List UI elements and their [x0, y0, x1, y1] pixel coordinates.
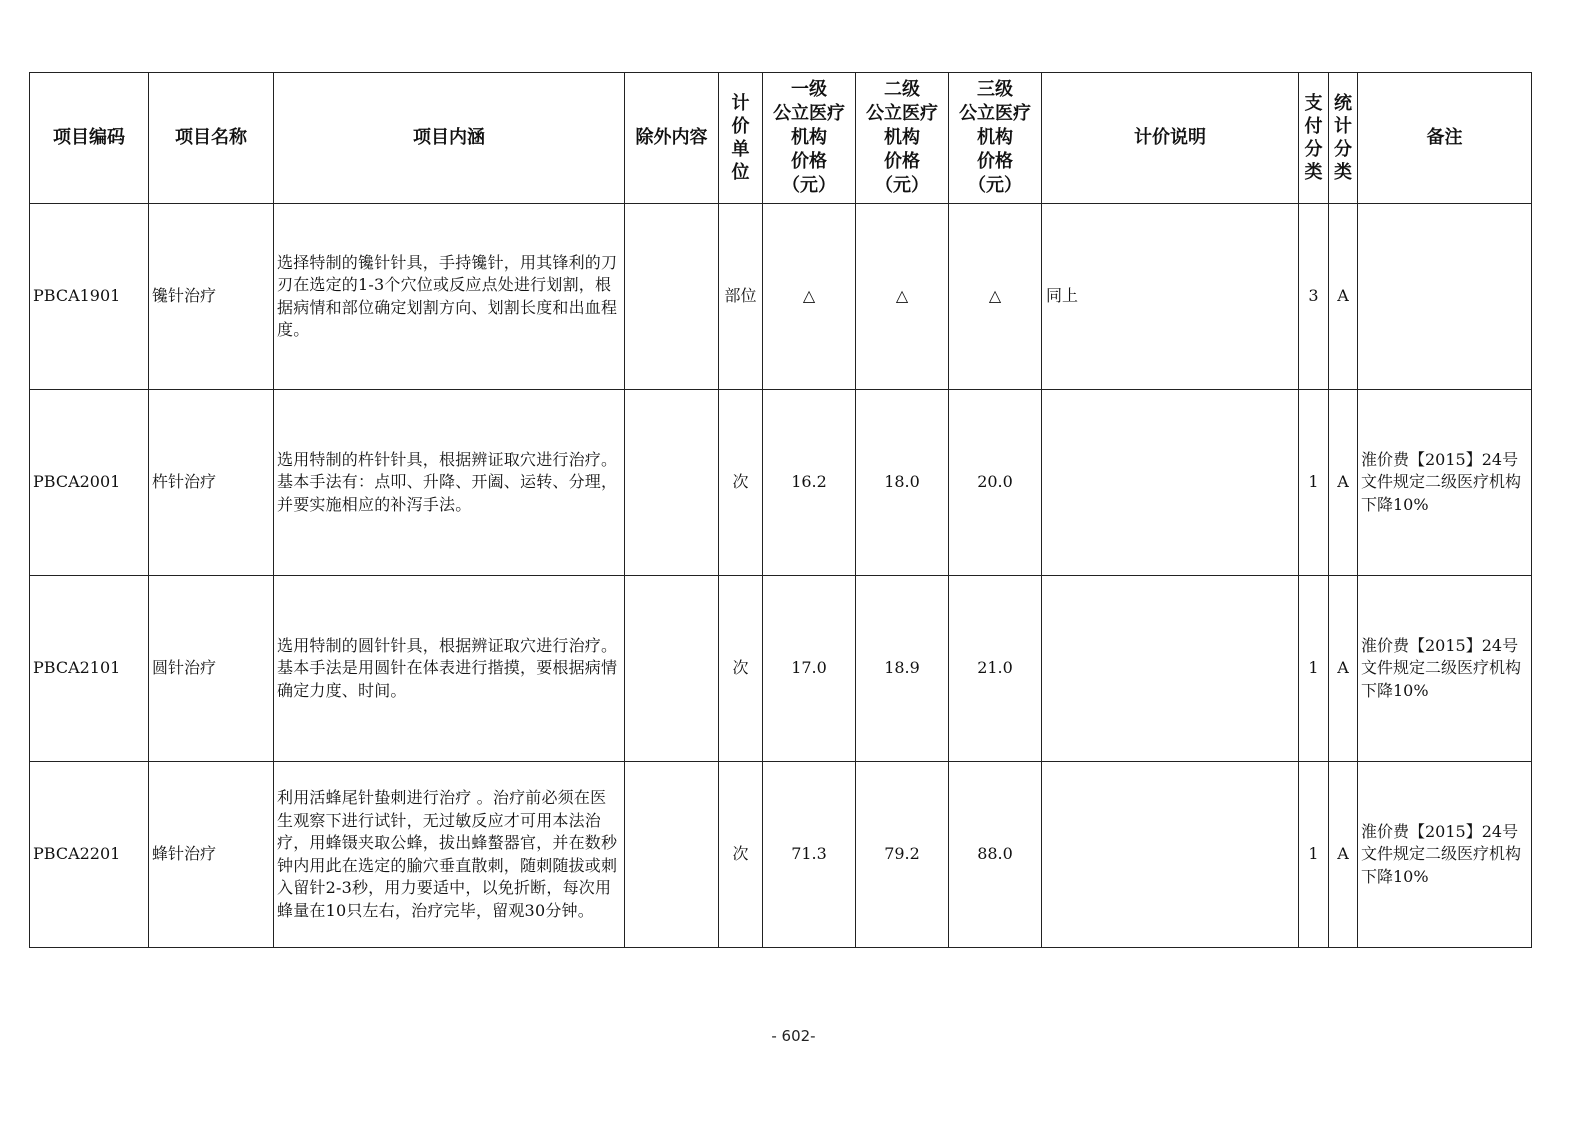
cell-code: PBCA1901	[30, 204, 149, 390]
cell-content: 选择特制的镵针针具，手持镵针，用其锋利的刀刃在选定的1-3个穴位或反应点处进行划割，根据病情和部位确定划割方向、划割长度和出血程度。	[274, 204, 625, 390]
cell-remark	[1358, 204, 1532, 390]
cell-content: 选用特制的杵针针具，根据辨证取穴进行治疗。基本手法有：点叩、升降、开阖、运转、分理，并要实施相应的补泻手法。	[274, 390, 625, 576]
header-stat-class-text: 统 计 分 类	[1334, 93, 1352, 183]
page-number: - 602-	[771, 1027, 816, 1045]
cell-price-level2: 18.0	[856, 390, 949, 576]
cell-exclusion	[625, 390, 719, 576]
header-code: 项目编码	[30, 73, 149, 204]
header-pricing-note: 计价说明	[1042, 73, 1299, 204]
cell-code: PBCA2001	[30, 390, 149, 576]
header-row	[30, 73, 1532, 204]
header-remark: 备注	[1358, 73, 1532, 204]
cell-price-level3: 21.0	[949, 576, 1042, 762]
cell-code: PBCA2101	[30, 576, 149, 762]
cell-pricing-note	[1042, 390, 1299, 576]
cell-payment-class: 1	[1299, 390, 1329, 576]
header-unit-text: 计 价 单 位	[731, 93, 750, 183]
cell-unit: 部位	[719, 204, 763, 390]
header-price-level3	[949, 73, 1042, 204]
header-payment-class	[1299, 73, 1329, 204]
cell-stat-class: A	[1329, 576, 1358, 762]
cell-price-level3: △	[949, 204, 1042, 390]
header-payment-class-text: 支 付 分 类	[1304, 93, 1323, 183]
cell-payment-class: 1	[1299, 576, 1329, 762]
cell-price-level2: △	[856, 204, 949, 390]
cell-price-level3: 20.0	[949, 390, 1042, 576]
cell-stat-class: A	[1329, 204, 1358, 390]
cell-exclusion	[625, 762, 719, 948]
cell-name: 镵针治疗	[149, 204, 274, 390]
table-row	[30, 204, 1532, 390]
cell-unit: 次	[719, 390, 763, 576]
header-price-level1-text: 一级 公立医疗 机构 价格 （元）	[773, 79, 845, 196]
header-price-level2	[856, 73, 949, 204]
cell-price-level1: △	[763, 204, 856, 390]
cell-remark: 淮价费【2015】24号文件规定二级医疗机构下降10%	[1358, 576, 1532, 762]
cell-price-level1: 71.3	[763, 762, 856, 948]
header-stat-class	[1329, 73, 1358, 204]
cell-content: 利用活蜂尾针蛰刺进行治疗 。治疗前必须在医生观察下进行试针，无过敏反应才可用本法治疗，用蜂镊夹取公蜂，拔出蜂螯器官，并在数秒钟内用此在选定的腧穴垂直散刺，随刺随拔或刺入留针2-3秒，用力要适中，以免折断，每次用蜂量在10只左右，治疗完毕，留观30分钟。	[274, 762, 625, 948]
cell-stat-class: A	[1329, 390, 1358, 576]
header-price-level3-text: 三级 公立医疗 机构 价格 （元）	[959, 79, 1031, 196]
header-name: 项目名称	[149, 73, 274, 204]
cell-price-level1: 16.2	[763, 390, 856, 576]
cell-name: 杵针治疗	[149, 390, 274, 576]
cell-price-level2: 18.9	[856, 576, 949, 762]
header-content: 项目内涵	[274, 73, 625, 204]
cell-name: 蜂针治疗	[149, 762, 274, 948]
cell-pricing-note	[1042, 576, 1299, 762]
cell-unit: 次	[719, 576, 763, 762]
cell-payment-class: 1	[1299, 762, 1329, 948]
cell-pricing-note: 同上	[1042, 204, 1299, 390]
cell-exclusion	[625, 576, 719, 762]
cell-name: 圆针治疗	[149, 576, 274, 762]
cell-content: 选用特制的圆针针具，根据辨证取穴进行治疗。基本手法是用圆针在体表进行揩摸，要根据病情确定力度、时间。	[274, 576, 625, 762]
cell-payment-class: 3	[1299, 204, 1329, 390]
table-row	[30, 390, 1532, 576]
cell-price-level2: 79.2	[856, 762, 949, 948]
header-exclusion: 除外内容	[625, 73, 719, 204]
table-row	[30, 762, 1532, 948]
cell-code: PBCA2201	[30, 762, 149, 948]
cell-price-level1: 17.0	[763, 576, 856, 762]
cell-price-level3: 88.0	[949, 762, 1042, 948]
cell-exclusion	[625, 204, 719, 390]
header-price-level2-text: 二级 公立医疗 机构 价格 （元）	[866, 79, 938, 196]
cell-remark: 淮价费【2015】24号文件规定二级医疗机构下降10%	[1358, 762, 1532, 948]
price-table	[29, 72, 1532, 948]
cell-pricing-note	[1042, 762, 1299, 948]
header-unit	[719, 73, 763, 204]
table-row	[30, 576, 1532, 762]
cell-remark: 淮价费【2015】24号文件规定二级医疗机构下降10%	[1358, 390, 1532, 576]
cell-stat-class: A	[1329, 762, 1358, 948]
cell-unit: 次	[719, 762, 763, 948]
header-price-level1	[763, 73, 856, 204]
